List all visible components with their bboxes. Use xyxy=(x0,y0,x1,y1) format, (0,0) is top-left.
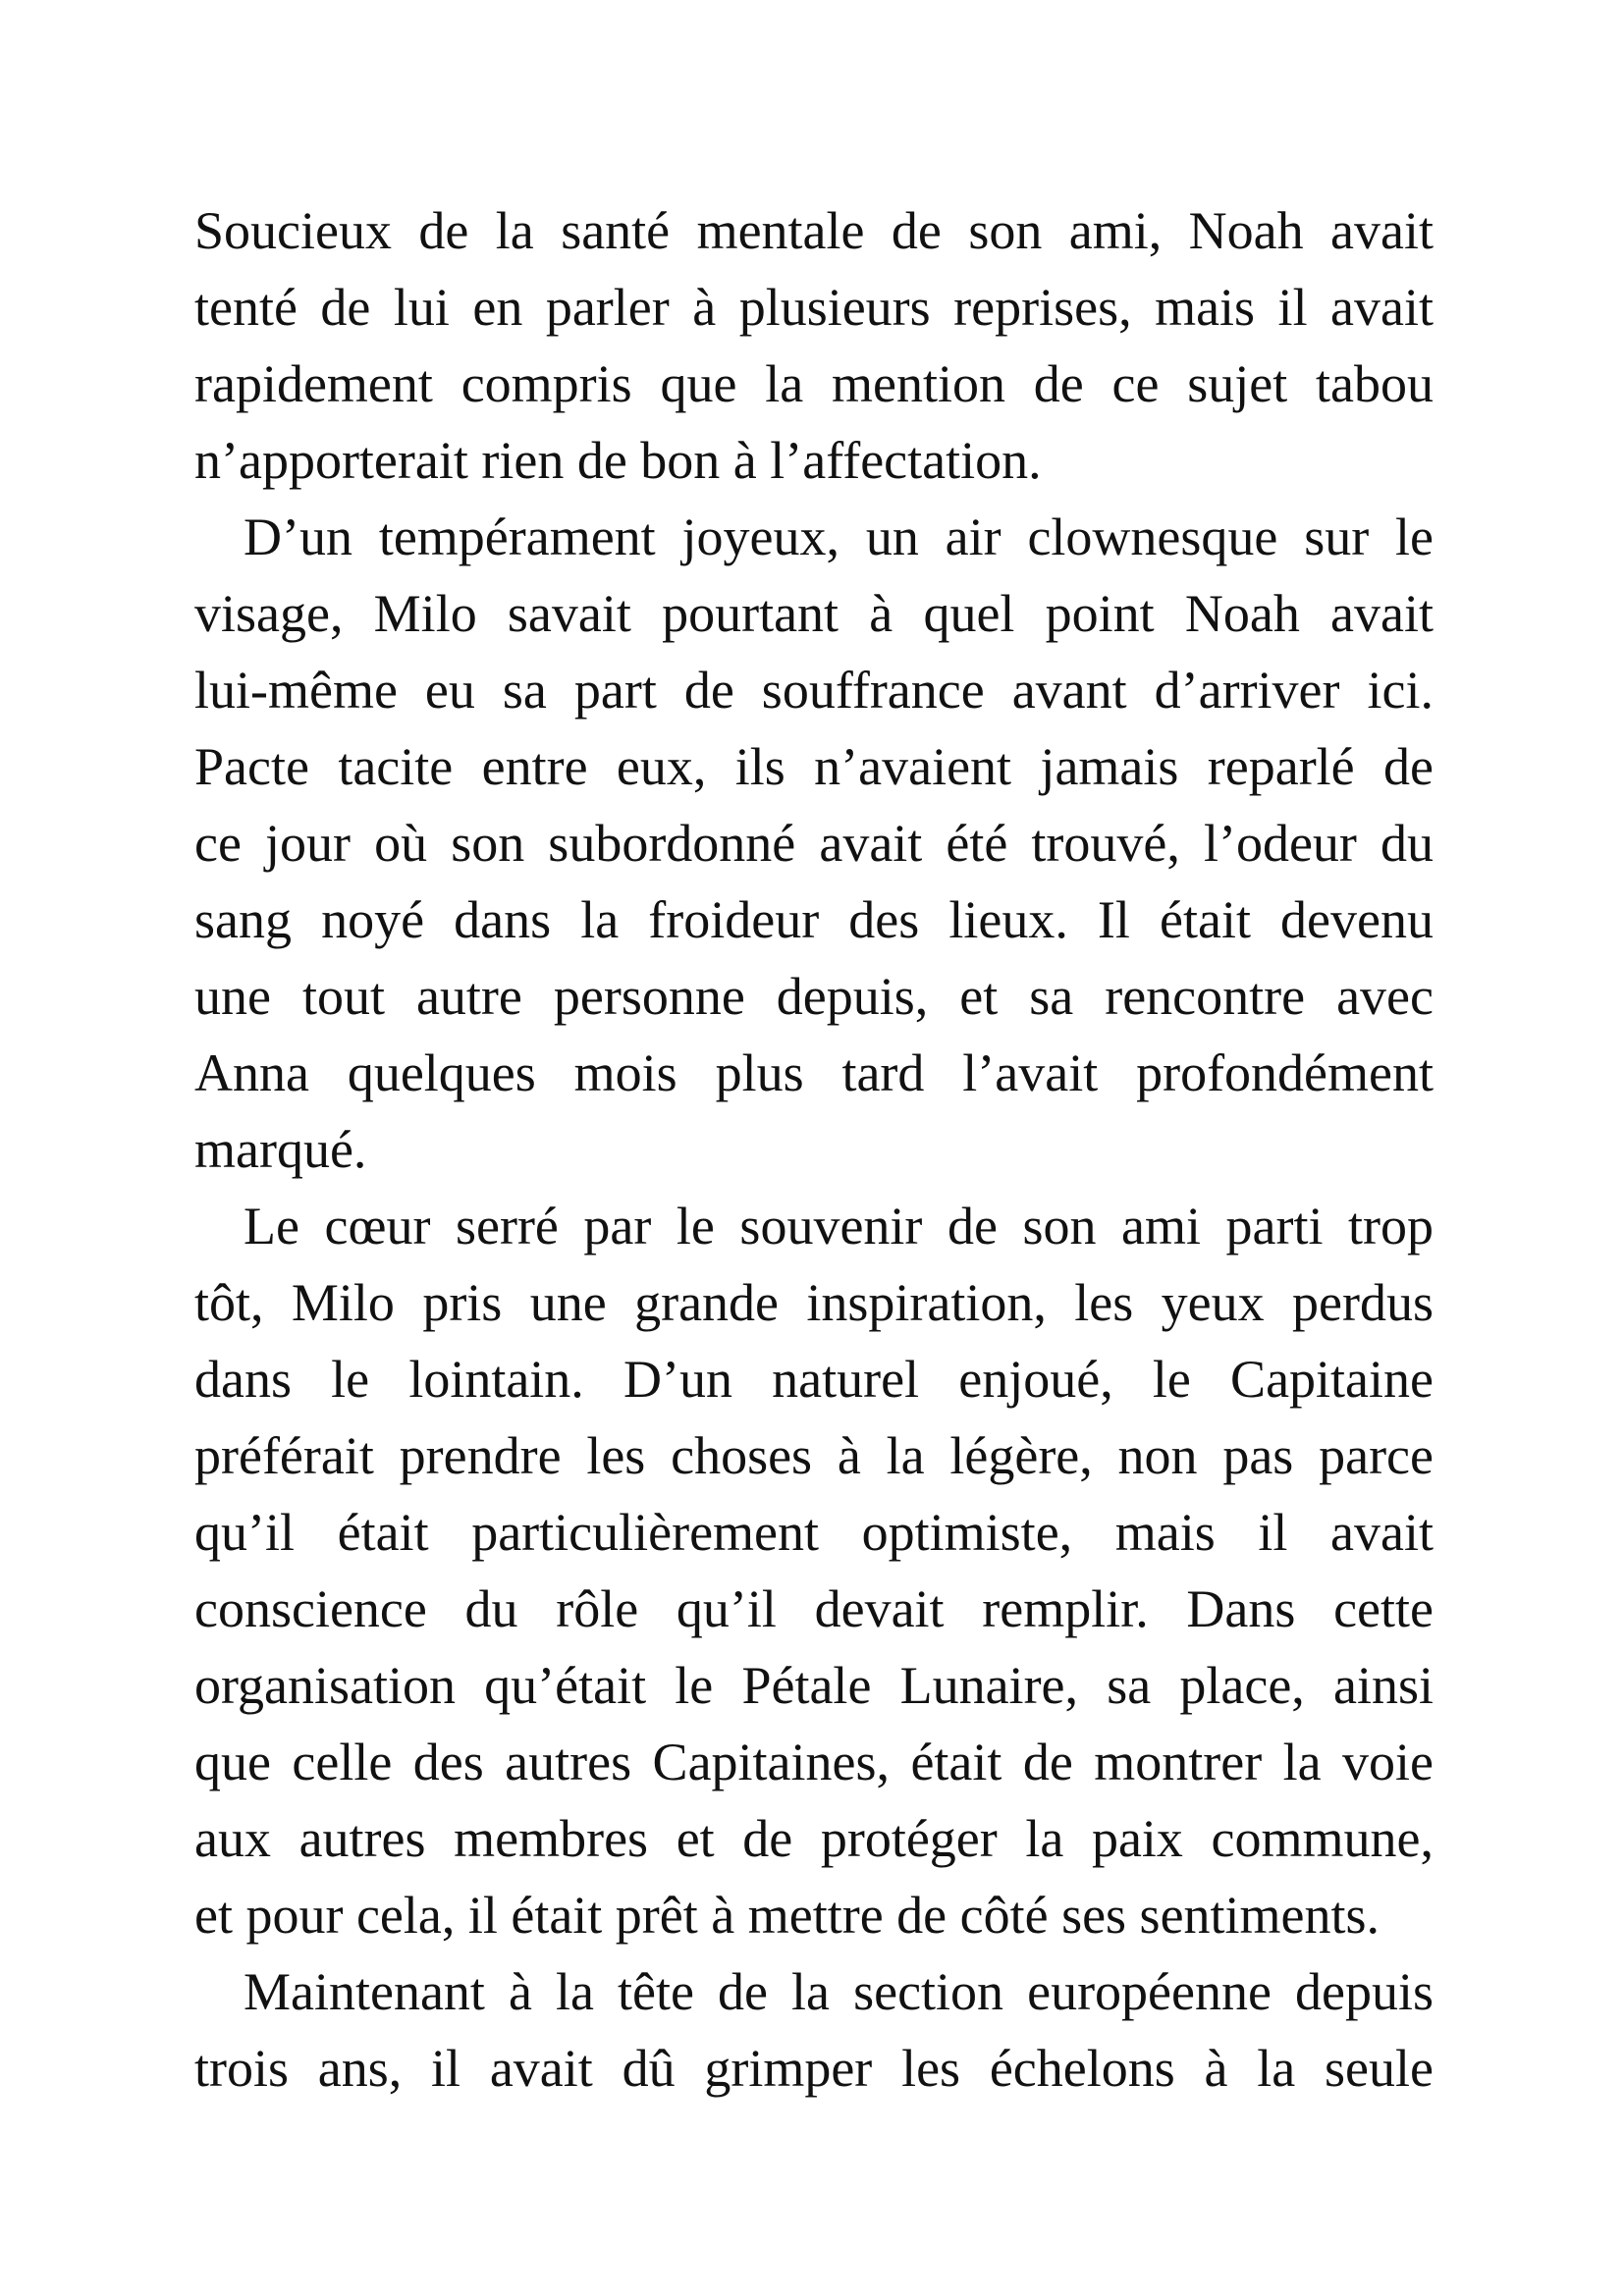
paragraph xyxy=(194,1953,1434,2107)
text-line: n’apporterait rien de bon à l’affectation. xyxy=(194,431,1042,490)
text-line: Le cœur serré par le souvenir de son ami parti trop xyxy=(244,1197,1434,1255)
text-line: tenté de lui en parler à plusieurs reprises, mais il avait xyxy=(194,278,1434,337)
text-line: sang noyé dans la froideur des lieux. Il était devenu xyxy=(194,890,1434,949)
text-line: Soucieux de la santé mentale de son ami, Noah avait xyxy=(194,201,1434,260)
text-line: conscience du rôle qu’il devait remplir. Dans cette xyxy=(194,1579,1434,1638)
body-text xyxy=(194,192,1434,2107)
text-line: D’un tempérament joyeux, un air clownesque sur le xyxy=(244,507,1434,566)
text-line: Maintenant à la tête de la section européenne depuis xyxy=(244,1962,1434,2021)
text-line: une tout autre personne depuis, et sa rencontre avec xyxy=(194,967,1434,1026)
text-line: lui-même eu sa part de souffrance avant d’arriver ici. xyxy=(194,661,1434,720)
text-line: dans le lointain. D’un naturel enjoué, le Capitaine xyxy=(194,1350,1434,1409)
text-line: marqué. xyxy=(194,1120,367,1179)
text-line: et pour cela, il était prêt à mettre de côté ses sentiments. xyxy=(194,1886,1380,1945)
paragraph xyxy=(194,499,1434,1188)
text-line: ce jour où son subordonné avait été trouvé, l’odeur du xyxy=(194,814,1434,873)
text-line: organisation qu’était le Pétale Lunaire, sa place, ainsi xyxy=(194,1656,1434,1715)
text-line: Anna quelques mois plus tard l’avait profondément xyxy=(194,1043,1434,1102)
text-line: trois ans, il avait dû grimper les échelons à la seule xyxy=(194,2039,1434,2098)
text-line: aux autres membres et de protéger la paix commune, xyxy=(194,1809,1434,1868)
text-line: tôt, Milo pris une grande inspiration, les yeux perdus xyxy=(194,1273,1434,1332)
text-line: visage, Milo savait pourtant à quel point Noah avait xyxy=(194,584,1434,643)
paragraph xyxy=(194,1188,1434,1953)
text-line: rapidement compris que la mention de ce sujet tabou xyxy=(194,354,1434,413)
text-line: préférait prendre les choses à la légère, non pas parce xyxy=(194,1426,1434,1485)
text-line: Pacte tacite entre eux, ils n’avaient jamais reparlé de xyxy=(194,737,1434,796)
text-line: qu’il était particulièrement optimiste, mais il avait xyxy=(194,1503,1434,1562)
paragraph xyxy=(194,192,1434,499)
text-line: que celle des autres Capitaines, était de montrer la voie xyxy=(194,1733,1434,1791)
